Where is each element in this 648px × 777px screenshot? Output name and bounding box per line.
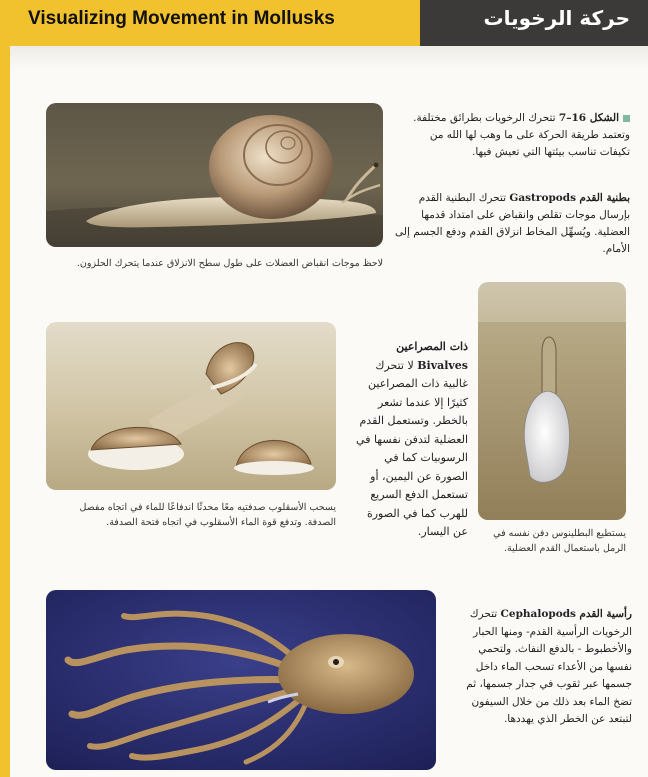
bivalves-heading-ar: ذات المصراعين (396, 340, 468, 353)
bivalves-text (352, 338, 468, 542)
octopus-image (46, 590, 436, 770)
gastropods-body: تتحرك البطنية القدم بإرسال موجات تقلص وانقباض على امتداد قدمها العضلية. ويُسهِّل المخاط انزلاق القدم ودفع الجسم إلى الأمام. (395, 192, 630, 255)
bivalves-body: لا تتحرك غالبية ذات المصراعين كثيرًا إلا عندما تشعر بالخطر. وتستعمل القدم العضلية لتدفن نفسها في الرسوبيات كما في الصورة عن اليمين، أو تستعمل الدفع السريع للهرب كما في الصورة عن اليسار. (356, 358, 468, 538)
clam-caption: يستطيع البطلينوس دفن نفسه في الرمل باستعمال القدم العضلية. (493, 528, 626, 554)
snail-caption: لاحظ موجات انقباض العضلات على طول سطح الانزلاق عندما يتحرك الحلزون. (76, 258, 383, 269)
page-title-arabic: حركة الرخويات (483, 6, 630, 30)
figure-text (398, 110, 630, 161)
header-arabic-panel (420, 0, 648, 46)
cephalopods-text (452, 606, 632, 729)
snail-image (46, 103, 383, 247)
figure-body: تتحرك الرخويات بطرائق مختلفة. وتعتمد طريقة الحركة على ما وهب لها الله من تكيفات تناسب بيئتها التي تعيش فيها. (413, 112, 630, 158)
figure-label: الشكل 16–7 (558, 112, 619, 124)
scallop-image (46, 322, 336, 490)
bullet-icon (623, 115, 630, 122)
page-title: Visualizing Movement in Mollusks (28, 8, 335, 29)
gastropods-text (388, 190, 630, 258)
gastropods-heading-ar: بطنية القدم (579, 192, 630, 204)
gastropods-heading-en: Gastropods (509, 192, 577, 204)
cephalopods-body: تتحرك الرخويات الرأسية القدم- ومنها الحبار والأخطبوط - بالدفع النفاث. ولتحمي نفسها من الأعداء تسحب الماء داخل جسمها عبر ثقوب في جدار جسمها، ثم تضخ الماء بعد ذلك من خلال السيفون لتبتعد عن الخطر الذي يهددها. (466, 608, 632, 725)
left-accent-bar (0, 46, 10, 777)
clam-image (478, 282, 626, 520)
header-shadow (10, 46, 648, 70)
bivalves-heading-en: Bivalves (417, 358, 468, 372)
cephalopods-heading-en: Cephalopods (500, 608, 576, 620)
scallop-caption: يسحب الأسقلوب صدفتيه معًا محدثًا اندفاعًا للماء في اتجاه مفصل الصدفة. وتدفع قوة الماء الأسقلوب في اتجاه فتحة الصدفة. (79, 502, 336, 528)
cephalopods-heading-ar: رأسية القدم (579, 608, 632, 620)
